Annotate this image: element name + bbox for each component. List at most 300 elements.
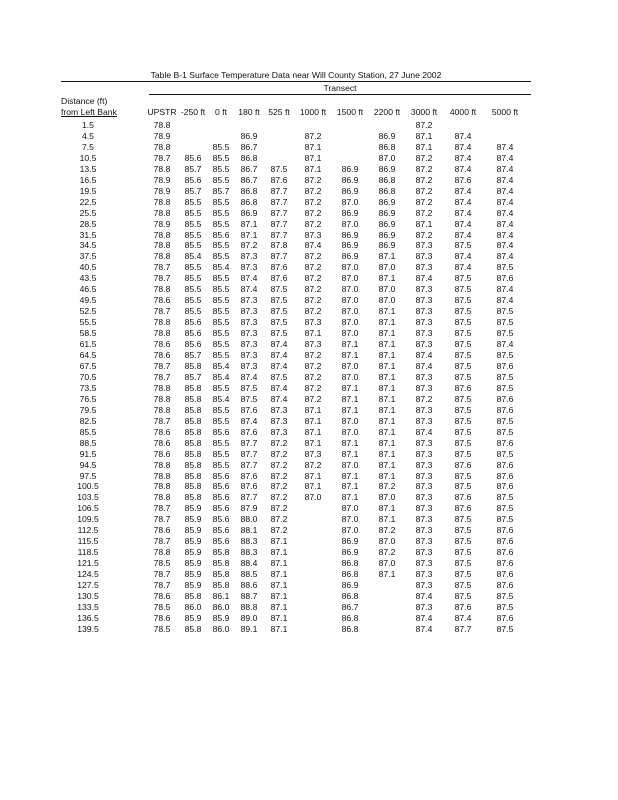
temperature-cell: 87.6 (454, 503, 472, 514)
temperature-cell: 87.6 (496, 437, 514, 448)
temperature-cell: 87.5 (454, 306, 472, 317)
temperature-cell: 85.5 (184, 295, 202, 306)
temperature-cell: 87.5 (496, 514, 514, 525)
temperature-cell: 87.2 (378, 547, 396, 558)
temperature-cell: 87.0 (341, 262, 359, 273)
temperature-cell: 87.5 (454, 569, 472, 580)
temperature-cell: 85.8 (184, 470, 202, 481)
temperature-cell: 87.3 (415, 569, 433, 580)
temperature-cell: 87.3 (415, 514, 433, 525)
table-row (61, 481, 531, 492)
temperature-cell: 85.9 (184, 612, 202, 623)
temperature-cell: 87.2 (304, 382, 322, 393)
distance-header (61, 96, 107, 107)
temperature-cell: 87.0 (341, 328, 359, 339)
temperature-cell: 85.6 (212, 492, 230, 503)
temperature-cell: 78.7 (153, 262, 171, 273)
temperature-cell: 86.9 (341, 536, 359, 547)
temperature-cell: 85.8 (184, 415, 202, 426)
temperature-cell: 87.4 (454, 196, 472, 207)
temperature-cell: 87.2 (304, 174, 322, 185)
temperature-cell: 87.2 (415, 393, 433, 404)
temperature-cell: 87.2 (304, 130, 322, 141)
temperature-cell: 87.1 (378, 514, 396, 525)
temperature-cell: 87.3 (415, 240, 433, 251)
temperature-cell: 87.5 (454, 295, 472, 306)
temperature-cell: 87.2 (415, 120, 433, 130)
temperature-cell: 85.6 (212, 525, 230, 536)
temperature-cell: 87.2 (270, 437, 288, 448)
temperature-cell: 85.6 (184, 328, 202, 339)
temperature-cell: 78.8 (153, 141, 171, 152)
temperature-cell: 85.5 (212, 207, 230, 218)
temperature-cell: 87.4 (496, 174, 514, 185)
distance-cell: 40.5 (79, 262, 97, 273)
table-row (61, 295, 531, 306)
temperature-cell: 87.3 (415, 404, 433, 415)
distance-cell: 100.5 (77, 481, 99, 492)
temperature-cell: 85.5 (212, 174, 230, 185)
table-row (61, 372, 531, 383)
temperature-cell: 86.9 (341, 174, 359, 185)
temperature-cell: 87.1 (378, 350, 396, 361)
temperature-cell: 87.3 (270, 426, 288, 437)
temperature-cell: 87.1 (378, 306, 396, 317)
temperature-cell: 86.1 (212, 590, 230, 601)
temperature-cell: 85.8 (212, 547, 230, 558)
temperature-cell: 86.0 (212, 623, 230, 634)
temperature-cell: 87.2 (304, 251, 322, 262)
temperature-cell: 87.3 (415, 382, 433, 393)
temperature-cell: 85.6 (212, 229, 230, 240)
temperature-cell: 87.6 (496, 273, 514, 284)
temperature-cell: 78.6 (153, 612, 171, 623)
temperature-cell: 85.9 (212, 612, 230, 623)
temperature-cell: 87.1 (304, 328, 322, 339)
temperature-cell: 87.1 (378, 503, 396, 514)
temperature-cell: 87.6 (454, 174, 472, 185)
table-row (61, 613, 531, 624)
temperature-cell: 85.5 (184, 218, 202, 229)
temperature-cell: 87.1 (240, 218, 258, 229)
table-row (61, 186, 531, 197)
temperature-cell: 89.0 (240, 612, 258, 623)
table-row (61, 251, 531, 262)
temperature-cell: 88.3 (240, 536, 258, 547)
temperature-cell: 87.6 (454, 459, 472, 470)
temperature-cell: 87.2 (270, 525, 288, 536)
temperature-cell: 87.5 (496, 492, 514, 503)
column-header: 0 ft (215, 107, 227, 117)
distance-cell: 4.5 (82, 130, 94, 141)
temperature-cell: 87.0 (341, 196, 359, 207)
temperature-cell: 87.5 (454, 273, 472, 284)
temperature-cell: 87.1 (378, 371, 396, 382)
temperature-cell: 78.7 (153, 273, 171, 284)
temperature-cell: 85.5 (212, 350, 230, 361)
temperature-cell: 87.4 (240, 273, 258, 284)
temperature-cell: 87.2 (304, 273, 322, 284)
temperature-cell: 87.7 (240, 437, 258, 448)
temperature-cell: 78.9 (153, 218, 171, 229)
column-header: 5000 ft (491, 107, 519, 117)
distance-cell: 37.5 (79, 251, 97, 262)
temperature-cell: 87.1 (270, 547, 288, 558)
distance-cell: 1.5 (82, 120, 94, 130)
temperature-cell: 78.9 (153, 185, 171, 196)
temperature-cell: 87.1 (304, 470, 322, 481)
temperature-cell: 87.2 (270, 448, 288, 459)
temperature-cell: 87.4 (454, 262, 472, 273)
temperature-cell: 88.7 (240, 590, 258, 601)
temperature-cell: 86.8 (378, 174, 396, 185)
temperature-cell: 87.2 (270, 481, 288, 492)
temperature-cell: 88.4 (240, 558, 258, 569)
temperature-cell: 78.8 (153, 393, 171, 404)
temperature-cell: 85.7 (184, 371, 202, 382)
temperature-cell: 87.1 (304, 437, 322, 448)
temperature-cell: 85.8 (184, 448, 202, 459)
temperature-cell: 87.5 (270, 371, 288, 382)
temperature-cell: 86.8 (341, 558, 359, 569)
column-header: 1000 ft (299, 107, 327, 117)
temperature-cell: 87.1 (378, 415, 396, 426)
temperature-cell: 87.2 (304, 306, 322, 317)
temperature-cell: 87.0 (378, 492, 396, 503)
temperature-cell: 87.1 (270, 569, 288, 580)
temperature-cell: 87.3 (415, 262, 433, 273)
temperature-cell: 78.6 (153, 525, 171, 536)
temperature-cell: 87.5 (454, 284, 472, 295)
temperature-cell: 86.8 (240, 185, 258, 196)
table-row (61, 525, 531, 536)
temperature-cell: 87.5 (454, 536, 472, 547)
temperature-cell: 87.4 (415, 350, 433, 361)
temperature-cell: 87.5 (454, 448, 472, 459)
table-row (61, 219, 531, 230)
temperature-cell: 87.5 (454, 580, 472, 591)
temperature-cell: 87.3 (415, 470, 433, 481)
temperature-cell: 87.5 (454, 470, 472, 481)
temperature-cell: 85.8 (212, 558, 230, 569)
temperature-cell: 87.6 (496, 558, 514, 569)
temperature-cell: 78.8 (153, 317, 171, 328)
temperature-cell: 85.8 (184, 623, 202, 634)
temperature-cell: 86.9 (378, 207, 396, 218)
temperature-cell: 87.3 (240, 306, 258, 317)
temperature-cell: 86.9 (378, 163, 396, 174)
temperature-cell: 85.8 (184, 382, 202, 393)
temperature-cell: 85.5 (184, 240, 202, 251)
temperature-cell: 86.0 (212, 601, 230, 612)
temperature-cell: 78.7 (153, 415, 171, 426)
temperature-cell: 85.4 (212, 393, 230, 404)
temperature-cell: 85.6 (212, 536, 230, 547)
distance-cell: 139.5 (77, 623, 99, 634)
temperature-cell: 87.4 (496, 185, 514, 196)
temperature-cell: 78.8 (153, 251, 171, 262)
temperature-cell: 87.0 (341, 218, 359, 229)
temperature-cell: 87.2 (270, 470, 288, 481)
temperature-cell: 89.1 (240, 623, 258, 634)
temperature-cell: 87.5 (454, 328, 472, 339)
temperature-cell: 87.6 (270, 262, 288, 273)
temperature-cell: 87.2 (270, 503, 288, 514)
temperature-cell: 78.6 (153, 590, 171, 601)
temperature-cell: 85.5 (212, 218, 230, 229)
temperature-cell: 87.5 (454, 317, 472, 328)
temperature-cell: 87.1 (270, 580, 288, 591)
temperature-cell: 85.4 (212, 262, 230, 273)
temperature-cell: 85.8 (184, 492, 202, 503)
temperature-cell: 87.4 (496, 339, 514, 350)
temperature-cell: 87.1 (378, 459, 396, 470)
temperature-cell: 88.0 (240, 514, 258, 525)
distance-cell: 127.5 (77, 580, 99, 591)
temperature-cell: 87.2 (304, 196, 322, 207)
distance-cell: 22.5 (79, 196, 97, 207)
temperature-cell: 86.9 (378, 130, 396, 141)
temperature-cell: 86.9 (341, 580, 359, 591)
temperature-cell: 87.6 (454, 492, 472, 503)
temperature-cell: 87.2 (304, 262, 322, 273)
temperature-cell: 85.7 (212, 185, 230, 196)
temperature-cell: 88.1 (240, 525, 258, 536)
temperature-cell: 87.4 (454, 218, 472, 229)
temperature-cell: 85.7 (184, 350, 202, 361)
temperature-cell: 78.7 (153, 536, 171, 547)
temperature-cell: 87.5 (454, 404, 472, 415)
distance-cell: 61.5 (79, 339, 97, 350)
temperature-cell: 85.9 (184, 536, 202, 547)
temperature-cell: 86.8 (240, 152, 258, 163)
temperature-cell: 87.4 (496, 152, 514, 163)
table-row (61, 405, 531, 416)
temperature-cell: 87.0 (378, 536, 396, 547)
temperature-cell: 87.3 (240, 295, 258, 306)
temperature-cell: 87.1 (341, 481, 359, 492)
temperature-cell: 78.8 (153, 207, 171, 218)
table-row (61, 547, 531, 558)
temperature-cell: 85.5 (212, 459, 230, 470)
temperature-cell: 85.6 (212, 426, 230, 437)
distance-cell: 70.5 (79, 371, 97, 382)
temperature-cell: 87.2 (270, 459, 288, 470)
temperature-cell: 87.1 (378, 393, 396, 404)
temperature-cell: 87.5 (454, 558, 472, 569)
temperature-cell: 87.3 (415, 437, 433, 448)
distance-cell: 43.5 (79, 273, 97, 284)
table-row (61, 591, 531, 602)
temperature-cell: 87.2 (415, 174, 433, 185)
temperature-cell: 87.0 (378, 152, 396, 163)
temperature-cell: 85.5 (184, 262, 202, 273)
temperature-cell: 87.5 (454, 437, 472, 448)
temperature-cell: 85.8 (184, 404, 202, 415)
distance-cell: 10.5 (79, 152, 97, 163)
temperature-cell: 86.9 (341, 163, 359, 174)
temperature-cell: 87.5 (454, 590, 472, 601)
temperature-cell: 87.1 (378, 251, 396, 262)
temperature-cell: 78.7 (153, 580, 171, 591)
temperature-cell: 86.9 (341, 207, 359, 218)
temperature-cell: 87.1 (270, 601, 288, 612)
temperature-cell: 87.9 (240, 503, 258, 514)
temperature-cell: 87.2 (415, 207, 433, 218)
temperature-cell: 87.2 (378, 525, 396, 536)
table-row (61, 624, 531, 635)
temperature-cell: 87.3 (270, 404, 288, 415)
temperature-cell: 87.1 (341, 437, 359, 448)
table-row (61, 602, 531, 613)
temperature-cell: 87.0 (341, 284, 359, 295)
temperature-cell: 87.5 (454, 426, 472, 437)
distance-cell: 103.5 (77, 492, 99, 503)
temperature-cell: 87.6 (496, 481, 514, 492)
temperature-cell: 87.6 (496, 536, 514, 547)
temperature-cell: 85.8 (184, 459, 202, 470)
temperature-cell: 85.5 (212, 152, 230, 163)
temperature-cell: 87.5 (496, 371, 514, 382)
temperature-cell: 87.1 (415, 218, 433, 229)
temperature-cell: 87.5 (454, 415, 472, 426)
temperature-cell: 87.3 (240, 317, 258, 328)
table-row (61, 339, 531, 350)
temperature-cell: 87.1 (341, 404, 359, 415)
temperature-cell: 87.2 (304, 360, 322, 371)
table-row (61, 208, 531, 219)
temperature-cell: 87.6 (270, 174, 288, 185)
temperature-cell: 78.7 (153, 569, 171, 580)
temperature-cell: 87.1 (378, 404, 396, 415)
temperature-cell: 85.8 (212, 569, 230, 580)
temperature-cell: 87.1 (415, 130, 433, 141)
temperature-cell: 87.3 (240, 339, 258, 350)
temperature-cell: 87.4 (240, 371, 258, 382)
temperature-cell: 87.2 (304, 459, 322, 470)
temperature-cell: 78.8 (153, 492, 171, 503)
distance-cell: 55.5 (79, 317, 97, 328)
temperature-cell: 87.2 (415, 152, 433, 163)
temperature-cell: 87.1 (378, 360, 396, 371)
temperature-cell: 88.5 (240, 569, 258, 580)
temperature-cell: 85.8 (184, 481, 202, 492)
temperature-cell: 85.5 (184, 196, 202, 207)
temperature-cell: 86.9 (341, 229, 359, 240)
temperature-cell: 87.3 (415, 328, 433, 339)
temperature-cell: 87.6 (240, 404, 258, 415)
temperature-cell: 78.8 (153, 196, 171, 207)
temperature-cell: 87.4 (270, 350, 288, 361)
table-row (61, 306, 531, 317)
temperature-cell: 86.7 (341, 601, 359, 612)
temperature-cell: 86.9 (240, 130, 258, 141)
temperature-cell: 87.6 (496, 547, 514, 558)
temperature-cell: 87.4 (454, 152, 472, 163)
temperature-cell: 85.6 (184, 174, 202, 185)
temperature-cell: 87.4 (270, 360, 288, 371)
table-row (61, 230, 531, 241)
temperature-cell: 85.8 (212, 580, 230, 591)
temperature-cell: 87.4 (454, 163, 472, 174)
temperature-cell: 87.3 (415, 601, 433, 612)
temperature-cell: 87.1 (270, 612, 288, 623)
table-row (61, 175, 531, 186)
temperature-cell: 87.4 (415, 426, 433, 437)
temperature-cell: 87.1 (270, 558, 288, 569)
temperature-cell: 87.4 (240, 284, 258, 295)
temperature-cell: 87.5 (496, 306, 514, 317)
temperature-cell: 85.9 (184, 558, 202, 569)
temperature-cell: 85.4 (184, 251, 202, 262)
temperature-cell: 85.5 (212, 163, 230, 174)
temperature-cell: 88.6 (240, 580, 258, 591)
temperature-cell: 87.3 (240, 262, 258, 273)
temperature-cell: 86.8 (240, 196, 258, 207)
table-row (61, 383, 531, 394)
temperature-cell: 87.5 (270, 284, 288, 295)
temperature-cell: 78.8 (153, 470, 171, 481)
temperature-cell: 87.7 (270, 207, 288, 218)
temperature-cell: 87.3 (415, 284, 433, 295)
temperature-cell: 78.6 (153, 350, 171, 361)
temperature-cell: 87.0 (341, 503, 359, 514)
temperature-cell: 86.8 (341, 569, 359, 580)
temperature-cell: 87.2 (304, 185, 322, 196)
distance-cell: 97.5 (79, 470, 97, 481)
temperature-cell: 87.3 (415, 492, 433, 503)
distance-cell: 88.5 (79, 437, 97, 448)
temperature-cell: 87.8 (270, 240, 288, 251)
distance-cell: 130.5 (77, 590, 99, 601)
temperature-cell: 85.5 (212, 141, 230, 152)
temperature-cell: 78.8 (153, 284, 171, 295)
temperature-cell: 87.5 (454, 371, 472, 382)
temperature-cell: 87.4 (496, 141, 514, 152)
temperature-cell: 78.6 (153, 295, 171, 306)
table-row (61, 361, 531, 372)
temperature-cell: 87.3 (304, 339, 322, 350)
temperature-cell: 85.6 (212, 470, 230, 481)
column-header: 180 ft (238, 107, 260, 117)
temperature-cell: 87.2 (304, 218, 322, 229)
temperature-cell: 87.5 (270, 295, 288, 306)
temperature-cell: 85.6 (184, 152, 202, 163)
temperature-cell: 87.1 (341, 339, 359, 350)
temperature-cell: 87.4 (454, 185, 472, 196)
temperature-cell: 87.1 (378, 273, 396, 284)
temperature-cell: 85.5 (212, 273, 230, 284)
temperature-cell: 78.8 (153, 120, 171, 130)
temperature-cell: 85.9 (184, 580, 202, 591)
temperature-cell: 87.4 (496, 163, 514, 174)
table-body (61, 120, 531, 635)
distance-cell: 34.5 (79, 240, 97, 251)
temperature-cell: 85.5 (212, 251, 230, 262)
temperature-cell: 86.9 (378, 240, 396, 251)
temperature-cell: 78.8 (153, 163, 171, 174)
temperature-cell: 87.4 (496, 218, 514, 229)
table-row (61, 438, 531, 449)
temperature-cell: 87.3 (415, 503, 433, 514)
temperature-cell: 87.3 (415, 306, 433, 317)
temperature-cell: 87.5 (454, 525, 472, 536)
temperature-cell: 87.5 (454, 393, 472, 404)
temperature-cell: 87.3 (415, 547, 433, 558)
temperature-cell: 87.1 (378, 569, 396, 580)
temperature-cell: 87.2 (415, 185, 433, 196)
table-row (61, 427, 531, 438)
